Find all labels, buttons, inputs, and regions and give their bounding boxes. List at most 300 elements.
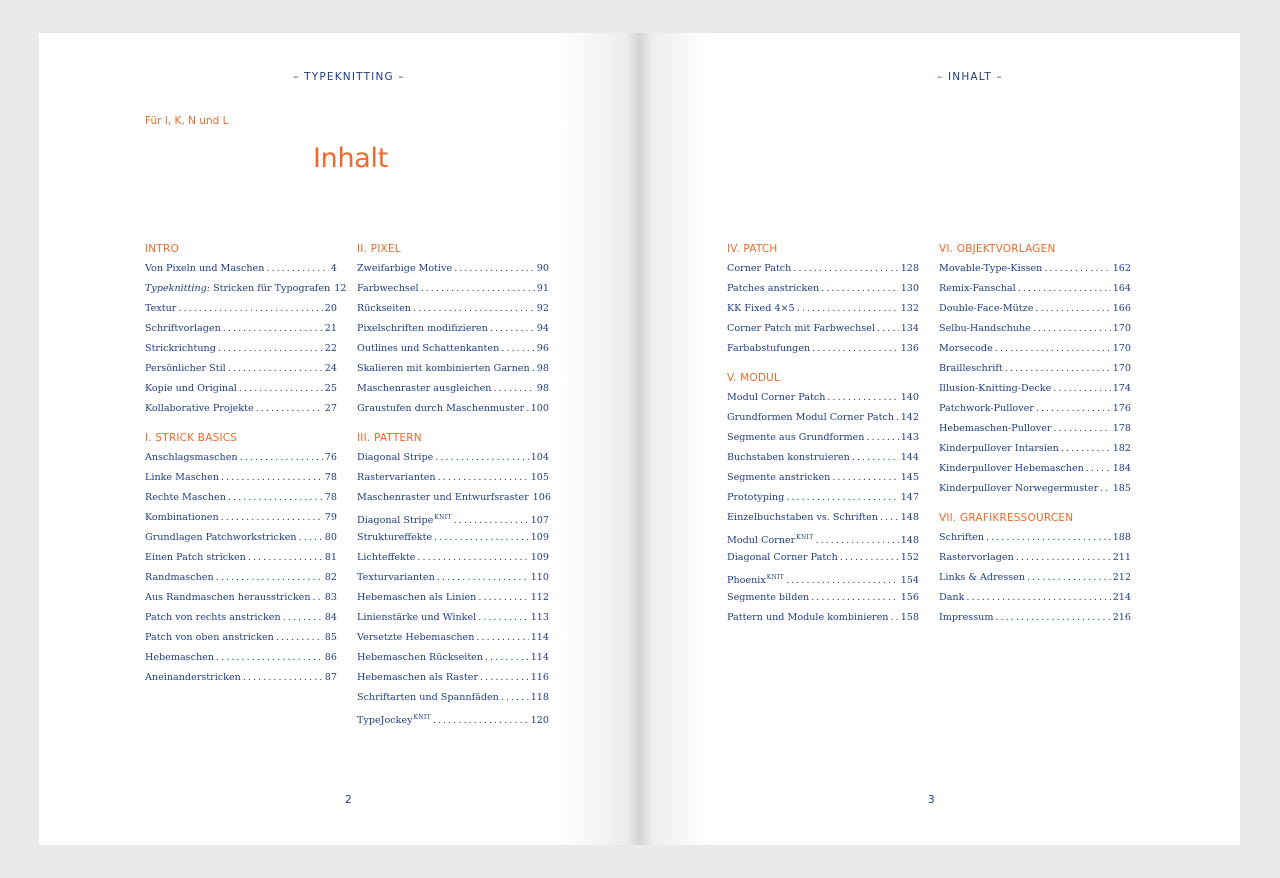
toc-entry-title [145, 299, 176, 319]
toc-entry-title-text: TypeJockey [357, 715, 413, 726]
toc-entry-title-text: Diagonal Corner Patch [727, 552, 838, 563]
dot-leader [434, 528, 529, 548]
toc-entry[interactable] [357, 528, 549, 548]
toc-entry-page: 105 [530, 472, 549, 483]
dot-leader [493, 379, 534, 399]
dedication: Für I, K, N und L [145, 115, 229, 127]
toc-entry[interactable] [357, 448, 549, 468]
toc-entry-page: 83 [324, 592, 337, 603]
toc-entry-page: 132 [900, 303, 919, 314]
toc-entry-title [145, 508, 219, 528]
dot-leader [438, 468, 529, 488]
toc-entry[interactable] [727, 299, 919, 319]
toc-entry[interactable] [727, 488, 919, 508]
toc-entry-title [357, 448, 433, 468]
toc-entry[interactable] [939, 548, 1131, 568]
dot-leader [417, 548, 528, 568]
toc-entry-title [357, 528, 432, 548]
toc-entry[interactable] [727, 588, 919, 608]
toc-entry[interactable] [727, 568, 919, 588]
toc-entry[interactable] [727, 279, 919, 299]
toc-entry-page: 170 [1112, 323, 1131, 334]
toc-entry[interactable] [145, 399, 337, 419]
toc-entry-title-text: Pattern und Module kombinieren [727, 612, 889, 623]
dot-leader [1053, 379, 1110, 399]
toc-entry[interactable] [357, 379, 549, 399]
toc-entry[interactable] [939, 588, 1131, 608]
toc-entry-title [727, 388, 825, 408]
dot-leader [299, 528, 323, 548]
dot-leader [437, 568, 529, 588]
toc-entry-title [727, 279, 819, 299]
toc-entry-title-text: Linke Maschen [145, 472, 220, 483]
toc-entry-page: 164 [1112, 283, 1131, 294]
toc-entry-title-text: Einen Patch stricken [145, 552, 246, 563]
dot-leader [239, 379, 323, 399]
toc-entry[interactable] [939, 479, 1131, 499]
toc-entry-title [727, 339, 810, 359]
toc-entry[interactable] [357, 488, 549, 508]
section-heading: IV. PATCH [727, 243, 778, 255]
dot-leader [243, 668, 323, 688]
toc-entry-title-text: Morsecode [939, 343, 993, 354]
section-gap [939, 499, 1131, 508]
toc-entry[interactable] [727, 339, 919, 359]
toc-entry-page: 98 [536, 363, 549, 374]
toc-entry-title [145, 488, 226, 508]
toc-entry-page: 182 [1112, 443, 1131, 454]
toc-entry-title-text: Farbwechsel [357, 283, 419, 294]
toc-entry-superscript: KNIT [434, 514, 452, 521]
toc-entry-page: 136 [900, 343, 919, 354]
toc-entry[interactable] [357, 508, 549, 528]
toc-entry-title [357, 588, 476, 608]
toc-entry[interactable] [357, 688, 549, 708]
running-head: – TYPEKNITTING – [293, 71, 405, 83]
toc-entry-title-text: Patches anstricken [727, 283, 820, 294]
toc-entry-title-text: Versetzte Hebemaschen [357, 632, 475, 643]
dot-leader [532, 359, 535, 379]
toc-entry-page: 158 [900, 612, 919, 623]
toc-entry-page: 116 [530, 672, 549, 683]
toc-entry-title-text: Graustufen durch Maschenmuster [357, 403, 525, 414]
toc-entry-title [357, 648, 483, 668]
toc-entry-page: 174 [1112, 383, 1131, 394]
toc-entry-title-text: Maschenraster ausgleichen [357, 383, 492, 394]
toc-entry-page: 25 [324, 383, 337, 394]
toc-entry[interactable] [727, 468, 919, 488]
toc-entry-title-text: Hebemaschen als Linien [357, 592, 477, 603]
dot-leader [890, 608, 898, 628]
dot-leader [966, 588, 1110, 608]
toc-entry-page: 184 [1112, 463, 1131, 474]
toc-entry-title [145, 259, 264, 279]
toc-entry[interactable] [145, 279, 347, 299]
toc-entry-title-text: Rastervarianten [357, 472, 436, 483]
toc-entry-title [357, 339, 499, 359]
toc-entry-page: 154 [900, 575, 919, 586]
dot-leader [1044, 259, 1110, 279]
dot-leader [485, 648, 529, 668]
toc-entry-title [727, 408, 894, 428]
toc-entry-page: 156 [900, 592, 919, 603]
toc-entry[interactable] [357, 299, 549, 319]
dot-leader [218, 339, 323, 359]
dot-leader [995, 339, 1111, 359]
toc-entry[interactable] [357, 588, 549, 608]
toc-entry-title [357, 548, 415, 568]
section-heading: VII. GRAFIKRESSOURCEN [939, 512, 1074, 524]
toc-entry-title [939, 528, 984, 548]
left-page [39, 33, 639, 845]
toc-entry-page: 109 [530, 552, 549, 563]
toc-entry-page: 176 [1112, 403, 1131, 414]
toc-entry[interactable] [145, 588, 337, 608]
toc-entry-title-text: Hebemaschen-Pullover [939, 423, 1052, 434]
toc-entry[interactable] [145, 628, 337, 648]
toc-entry[interactable] [939, 528, 1131, 548]
toc-entry-title-text: Prototyping [727, 492, 785, 503]
toc-entry-page: 114 [530, 632, 549, 643]
toc-entry-title [939, 439, 1059, 459]
toc-entry-title [939, 339, 993, 359]
toc-entry[interactable] [727, 508, 919, 528]
toc-entry-title [357, 259, 452, 279]
toc-entry[interactable] [357, 608, 549, 628]
toc-entry[interactable] [939, 319, 1131, 339]
toc-entry[interactable] [727, 448, 919, 468]
toc-entry-title [145, 648, 214, 668]
toc-entry-title [145, 448, 238, 468]
dot-leader [228, 488, 323, 508]
toc-entry-title-text: Schriftvorlagen [145, 323, 221, 334]
toc-entry-title-text: Selbu-Handschuhe [939, 323, 1031, 334]
toc-entry-title-text: Patchwork-Pullover [939, 403, 1034, 414]
toc-entry-title-text: Strickrichtung [145, 343, 216, 354]
toc-entry-title [939, 399, 1034, 419]
toc-entry-page: 142 [900, 412, 919, 423]
toc-entry-title-text: Von Pixeln und Maschen [145, 263, 265, 274]
toc-entry-title [357, 628, 474, 648]
toc-entry-title [939, 419, 1051, 439]
toc-entry-page: 112 [530, 592, 549, 603]
toc-entry-page: 109 [530, 532, 549, 543]
toc-entry-title-text: Segmente bilden [727, 592, 810, 603]
toc-entry[interactable] [727, 428, 919, 448]
toc-entry-title-text: Double-Face-Mütze [939, 303, 1034, 314]
toc-entry[interactable] [939, 259, 1131, 279]
toc-entry-page: 110 [530, 572, 549, 583]
toc-entry-page: 92 [536, 303, 549, 314]
toc-entry-page: 214 [1112, 592, 1131, 603]
toc-entry[interactable] [357, 668, 549, 688]
toc-entry-page: 81 [324, 552, 337, 563]
dot-leader [1053, 419, 1110, 439]
toc-entry-page: 130 [900, 283, 919, 294]
dot-leader [490, 319, 535, 339]
toc-entry-title-text: Schriftarten und Spannfäden [357, 692, 499, 703]
toc-entry[interactable] [145, 339, 337, 359]
toc-entry[interactable] [939, 439, 1131, 459]
toc-entry-title [727, 448, 850, 468]
toc-entry[interactable] [939, 399, 1131, 419]
dot-leader [478, 588, 528, 608]
toc-entry[interactable] [357, 279, 549, 299]
toc-entry-title [939, 548, 1014, 568]
toc-entry-title [357, 279, 419, 299]
toc-entry-page: 185 [1112, 483, 1131, 494]
section-gap [357, 419, 549, 428]
toc-entry-page: 85 [324, 632, 337, 643]
toc-entry[interactable] [145, 668, 337, 688]
toc-entry-title [727, 299, 795, 319]
toc-entry[interactable] [357, 548, 549, 568]
toc-entry-title [939, 359, 1003, 379]
toc-entry-page: 134 [900, 323, 919, 334]
toc-entry-title [939, 319, 1031, 339]
dot-leader [995, 608, 1110, 628]
toc-entry-page: 20 [324, 303, 337, 314]
toc-entry-page: 216 [1112, 612, 1131, 623]
toc-entry-title-text: Corner Patch [727, 263, 792, 274]
toc-entry[interactable] [727, 608, 919, 628]
dot-leader [840, 548, 899, 568]
toc-entry[interactable] [357, 568, 549, 588]
toc-entry[interactable] [357, 648, 549, 668]
toc-entry-title-text: Maschenraster und Entwurfsraster [357, 492, 529, 503]
toc-entry-title-text: Struktureffekte [357, 532, 433, 543]
toc-entry-title [939, 459, 1084, 479]
toc-entry[interactable] [145, 548, 337, 568]
toc-entry-page: 148 [900, 512, 919, 523]
dot-leader [454, 259, 535, 279]
toc-entry-page: 79 [324, 512, 337, 523]
toc-entry[interactable] [145, 379, 337, 399]
section-gap [727, 359, 919, 368]
toc-entry-page: 166 [1112, 303, 1131, 314]
dot-leader [852, 448, 899, 468]
toc-entry[interactable] [145, 488, 337, 508]
toc-entry-title-text: Randmaschen [145, 572, 214, 583]
toc-entry[interactable] [145, 528, 337, 548]
toc-entry-title [727, 488, 784, 508]
toc-entry-title [727, 319, 875, 339]
toc-entry-title [727, 588, 809, 608]
toc-column [939, 239, 1131, 628]
section-gap [145, 419, 337, 428]
toc-entry-title [145, 319, 221, 339]
section-heading: I. STRICK BASICS [145, 432, 238, 444]
dot-leader [433, 711, 529, 731]
toc-entry[interactable] [727, 388, 919, 408]
dot-leader [1036, 399, 1111, 419]
toc-entry[interactable] [145, 608, 337, 628]
toc-entry-title-text: Links & Adressen [939, 572, 1026, 583]
toc-entry[interactable] [727, 408, 919, 428]
toc-entry[interactable] [357, 319, 549, 339]
toc-entry-page: 113 [530, 612, 549, 623]
toc-entry-title-text: Movable-Type-Kissen [939, 263, 1043, 274]
toc-entry-page: 114 [530, 652, 549, 663]
toc-entry[interactable] [939, 359, 1131, 379]
toc-entry[interactable] [357, 708, 549, 728]
toc-entry-title [357, 608, 476, 628]
dot-leader [786, 488, 898, 508]
toc-entry[interactable] [145, 448, 337, 468]
toc-entry[interactable] [145, 319, 337, 339]
toc-entry-page: 170 [1112, 363, 1131, 374]
toc-entry-title [357, 399, 524, 419]
toc-entry-title-text: Kollaborative Projekte [145, 403, 254, 414]
toc-entry[interactable] [939, 608, 1131, 628]
toc-entry[interactable] [145, 468, 337, 488]
toc-entry-title-italic: Typeknitting: [145, 283, 211, 294]
dot-leader [413, 299, 535, 319]
toc-entry-title-text: Anschlagsmaschen [145, 452, 238, 463]
toc-entry[interactable] [939, 299, 1131, 319]
toc-entry-page: 118 [530, 692, 549, 703]
dot-leader [866, 428, 898, 448]
toc-entry-page: 128 [900, 263, 919, 274]
toc-entry-title-text: Aneinanderstricken [145, 672, 241, 683]
toc-entry-title [145, 468, 219, 488]
dot-leader [1100, 479, 1111, 499]
toc-entry-title [939, 279, 1016, 299]
toc-entry-title [145, 279, 330, 299]
section-heading: VI. OBJEKTVORLAGEN [939, 243, 1056, 255]
toc-entry-title-text: Grundlagen Patchworkstricken [145, 532, 297, 543]
toc-column [727, 239, 919, 628]
toc-entry-page: 144 [900, 452, 919, 463]
toc-entry[interactable] [145, 508, 337, 528]
toc-entry-title-text: Diagonal Stripe [357, 515, 434, 526]
dot-leader [832, 468, 898, 488]
toc-entry-title [939, 568, 1025, 588]
toc-entry-page: 143 [900, 432, 919, 443]
toc-entry[interactable] [939, 419, 1131, 439]
toc-entry-title [145, 379, 237, 399]
toc-entry-title [727, 508, 878, 528]
toc-entry[interactable] [939, 568, 1131, 588]
dot-leader [478, 608, 528, 628]
toc-entry-superscript: KNIT [766, 574, 785, 581]
section-heading: V. MODUL [727, 372, 781, 384]
dot-leader [276, 628, 323, 648]
toc-entry-page: 78 [324, 492, 337, 503]
toc-entry-superscript: KNIT [413, 714, 431, 721]
dot-leader [221, 508, 323, 528]
toc-entry-title-text: Kinderpullover Intarsien [939, 443, 1059, 454]
toc-entry[interactable] [357, 359, 549, 379]
toc-entry[interactable] [727, 259, 919, 279]
dot-leader [248, 548, 323, 568]
toc-entry[interactable] [145, 648, 337, 668]
toc-entry-page: 27 [324, 403, 337, 414]
toc-entry-title [357, 688, 499, 708]
toc-entry-title-text: Phoenix [727, 575, 766, 586]
toc-entry-page: 82 [324, 572, 337, 583]
toc-entry[interactable] [727, 319, 919, 339]
toc-entry[interactable] [939, 459, 1131, 479]
toc-entry-title [727, 548, 838, 568]
toc-entry-page: 152 [900, 552, 919, 563]
toc-entry[interactable] [939, 279, 1131, 299]
toc-entry-title-text: Modul Corner Patch [727, 392, 826, 403]
toc-entry-title-text: Kinderpullover Norwegermuster [939, 483, 1099, 494]
toc-entry-title [145, 548, 246, 568]
toc-entry-title-text: Dank [939, 592, 965, 603]
toc-entry[interactable] [357, 339, 549, 359]
dot-leader [1018, 279, 1111, 299]
toc-entry[interactable] [145, 299, 337, 319]
toc-entry-page: 90 [536, 263, 549, 274]
toc-entry-title [727, 259, 791, 279]
page-number: 3 [928, 794, 935, 806]
toc-entry[interactable] [145, 568, 337, 588]
toc-entry-page: 24 [324, 363, 337, 374]
dot-leader [216, 568, 323, 588]
toc-entry-title [357, 488, 529, 508]
toc-entry-title-text: Hebemaschen als Raster [357, 672, 479, 683]
running-head: – INHALT – [936, 71, 1004, 83]
toc-entry-title-text: Grundformen Modul Corner Patch [727, 412, 895, 423]
toc-entry-title-text: Kopie und Original [145, 383, 237, 394]
dot-leader [435, 448, 528, 468]
dot-leader [313, 588, 323, 608]
toc-entry[interactable] [939, 379, 1131, 399]
toc-entry-title-text: Persönlicher Stil [145, 363, 226, 374]
toc-entry-title [145, 608, 281, 628]
toc-entry-title [145, 628, 274, 648]
toc-entry-title-text: Schriften [939, 532, 985, 543]
toc-entry[interactable] [939, 339, 1131, 359]
toc-entry-page: 96 [536, 343, 549, 354]
dot-leader [811, 588, 898, 608]
dot-leader [812, 339, 899, 359]
toc-entry-page: 94 [536, 323, 549, 334]
toc-entry[interactable] [145, 259, 337, 279]
toc-entry-page: 212 [1112, 572, 1131, 583]
toc-entry-title [357, 319, 488, 339]
toc-entry-title [357, 568, 435, 588]
toc-entry-page: 84 [324, 612, 337, 623]
book-spread [39, 33, 1240, 845]
toc-entry[interactable] [727, 528, 919, 548]
toc-entry[interactable] [145, 359, 337, 379]
toc-entry-title-text: Linienstärke und Winkel [357, 612, 477, 623]
toc-entry[interactable] [357, 259, 549, 279]
dot-leader [223, 319, 323, 339]
toc-entry-title-text: Segmente aus Grundformen [727, 432, 865, 443]
toc-entry-page: 91 [536, 283, 549, 294]
toc-entry-title-text: Brailleschrift [939, 363, 1003, 374]
toc-entry-title-text: Kombinationen [145, 512, 219, 523]
dot-leader [221, 468, 323, 488]
toc-entry[interactable] [357, 468, 549, 488]
toc-entry-title [145, 668, 241, 688]
toc-entry-title [357, 359, 530, 379]
toc-entry-title-text: Illusion-Knitting-Decke [939, 383, 1052, 394]
toc-entry-page: 107 [530, 515, 549, 526]
toc-entry[interactable] [357, 399, 549, 419]
toc-entry-page: 76 [324, 452, 337, 463]
section-heading: II. PIXEL [357, 243, 401, 255]
toc-entry-page: 106 [532, 492, 551, 503]
toc-entry[interactable] [727, 548, 919, 568]
toc-entry-title [939, 479, 1098, 499]
toc-entry[interactable] [357, 628, 549, 648]
toc-entry-title-text: Impressum [939, 612, 994, 623]
